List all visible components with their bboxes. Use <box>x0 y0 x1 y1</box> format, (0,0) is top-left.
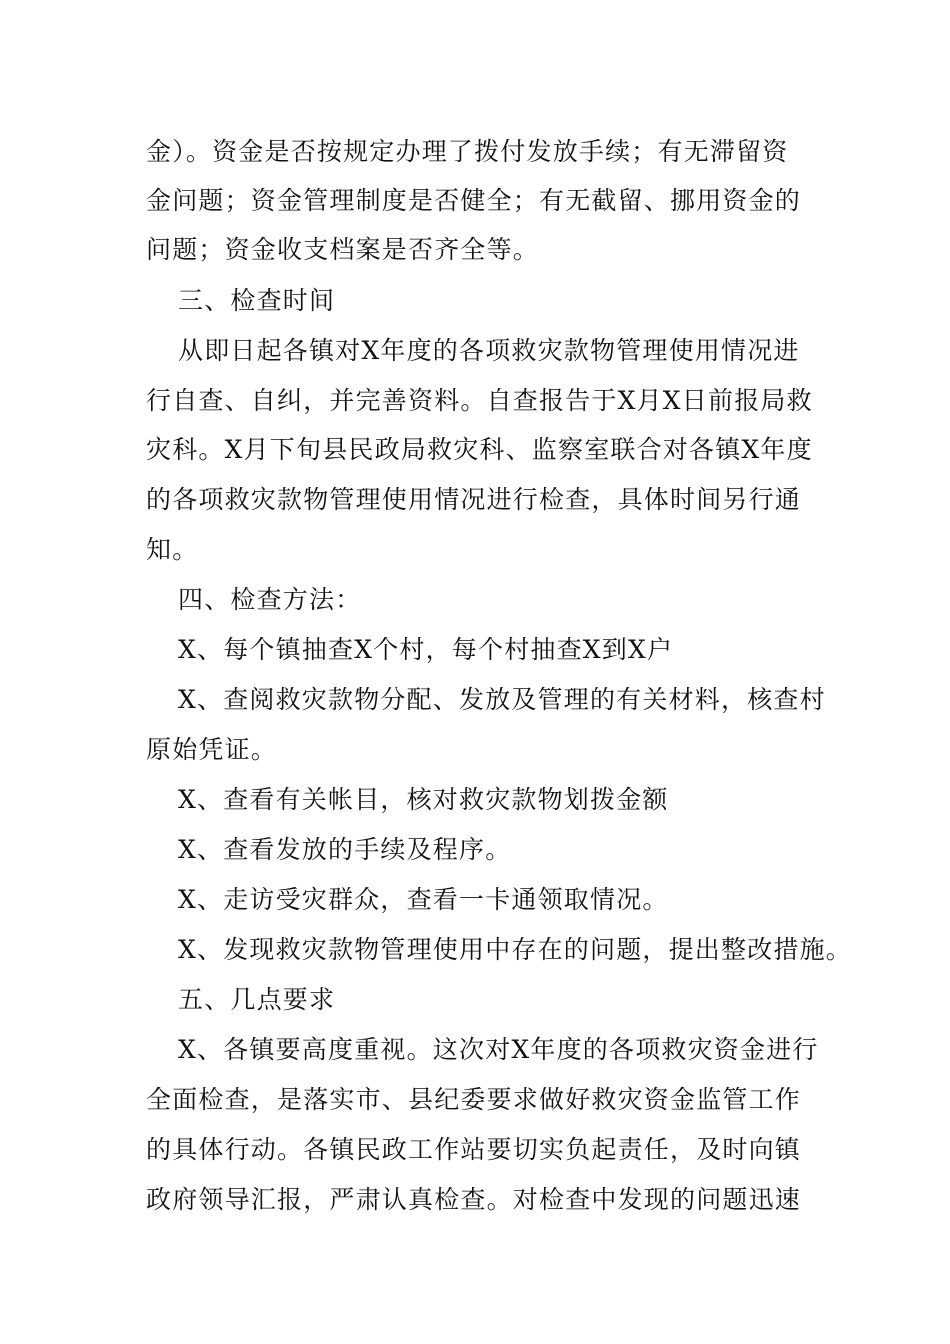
body-text-line: 金问题；资金管理制度是否健全；有无截留、挪用资金的 <box>146 186 802 215</box>
body-text-line: 金）。资金是否按规定办理了拨付发放手续；有无滞留资 <box>146 137 789 166</box>
body-text-line: 的具体行动。各镇民政工作站要切实负起责任，及时向镇 <box>146 1135 802 1164</box>
list-item: X、每个镇抽查X个村，每个村抽查X到X户 <box>178 635 674 664</box>
body-text-line: 全面检查，是落实市、县纪委要求做好救灾资金监管工作 <box>146 1085 802 1114</box>
body-text-line: 知。 <box>146 535 199 564</box>
section-heading: 五、几点要求 <box>178 985 336 1014</box>
list-item: X、发现救灾款物管理使用中存在的问题，提出整改措施。 <box>178 935 853 964</box>
section-heading: 四、检查方法： <box>178 585 362 614</box>
list-item: X、查看有关帐目，核对救灾款物划拨金额 <box>178 785 669 814</box>
list-item: X、查阅救灾款物分配、发放及管理的有关材料，核查村 <box>178 685 826 714</box>
body-text-line: 原始凭证。 <box>146 735 278 764</box>
body-text-line: 从即日起各镇对X年度的各项救灾款物管理使用情况进 <box>178 336 800 365</box>
list-item: X、走访受灾群众，查看一卡通领取情况。 <box>178 885 669 914</box>
body-text-line: 灾科。X月下旬县民政局救灾科、监察室联合对各镇X年度 <box>146 435 813 464</box>
section-heading: 三、检查时间 <box>178 286 336 315</box>
list-item: X、查看发放的手续及程序。 <box>178 835 512 864</box>
body-text-line: 政府领导汇报，严肃认真检查。对检查中发现的问题迅速 <box>146 1185 802 1214</box>
list-item: X、各镇要高度重视。这次对X年度的各项救灾资金进行 <box>178 1035 819 1064</box>
body-text-line: 的各项救灾款物管理使用情况进行检查，具体时间另行通 <box>146 485 802 514</box>
body-text-line: 问题；资金收支档案是否齐全等。 <box>146 235 540 264</box>
body-text-line: 行自查、自纠，并完善资料。自查报告于X月X日前报局救 <box>146 386 813 415</box>
